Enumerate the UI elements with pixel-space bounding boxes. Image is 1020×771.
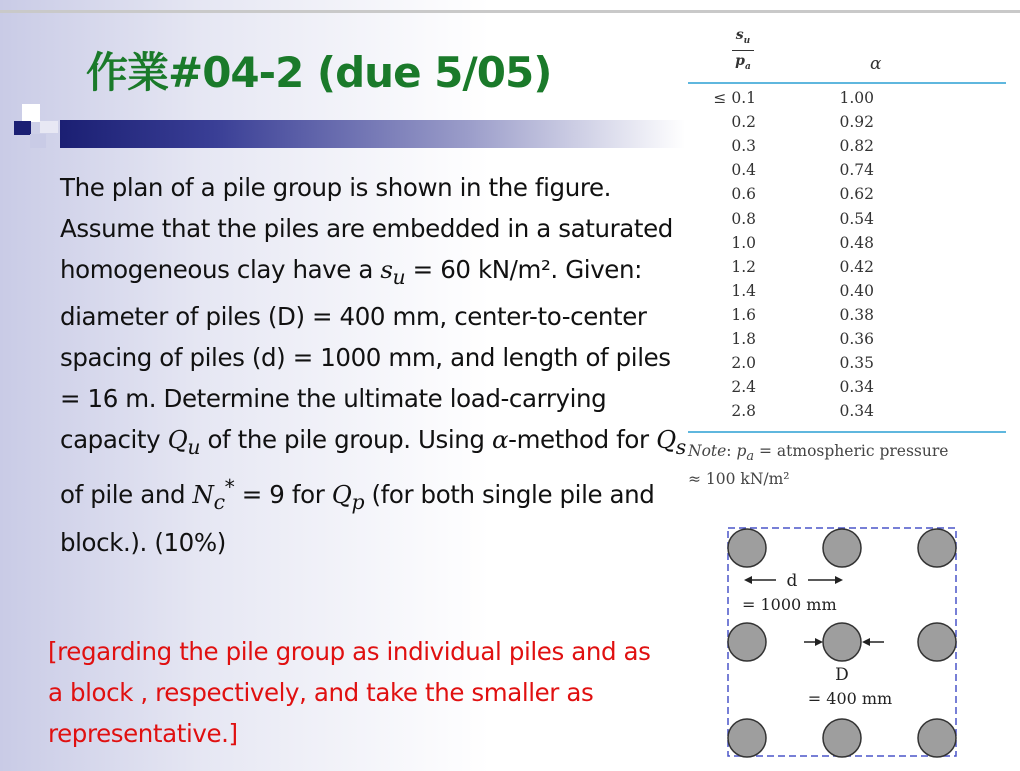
pile-circle <box>728 623 766 661</box>
alpha-cell: 0.82 <box>839 137 874 156</box>
ratio-cell: 1.6 <box>731 305 756 324</box>
table-row <box>686 158 1006 182</box>
ratio-cell: 2.8 <box>731 402 756 421</box>
diameter-arrowhead-right <box>862 638 870 646</box>
pile-circle <box>918 623 956 661</box>
ratio-cell: 0.3 <box>731 137 756 156</box>
spacing-value: = 1000 mm <box>742 595 837 614</box>
table-row <box>686 327 1006 351</box>
decor-square <box>14 121 31 135</box>
ratio-cell: 1.2 <box>731 257 756 276</box>
table-bottom-rule <box>688 431 1006 433</box>
table-row <box>686 182 1006 206</box>
pile-circle <box>823 529 861 567</box>
diameter-label: D <box>835 665 849 685</box>
ratio-cell: 0.6 <box>731 185 756 204</box>
pile-grid <box>728 529 956 757</box>
decor-square <box>22 104 40 122</box>
pile-circle <box>728 529 766 567</box>
red-instruction-note: [regarding the pile group as individual piles and as a block , respectively, and take the smaller as representative.] <box>48 637 651 748</box>
table-header-ratio: $\frac{s_u}{p_a}$ <box>732 26 754 77</box>
table-row <box>686 255 1006 279</box>
table-row <box>686 303 1006 327</box>
ratio-cell: 1.8 <box>731 329 756 348</box>
alpha-cell: 0.54 <box>839 209 874 228</box>
alpha-cell: 0.35 <box>839 354 874 373</box>
alpha-cell: 0.74 <box>839 161 874 180</box>
table-row <box>686 279 1006 303</box>
table-top-rule <box>688 82 1006 84</box>
table-row <box>686 375 1006 399</box>
table-row <box>686 86 1006 110</box>
pile-circle <box>823 719 861 757</box>
pile-circle <box>918 529 956 567</box>
pile-circle <box>728 719 766 757</box>
ratio-cell: 1.0 <box>731 233 756 252</box>
ratio-cell: 0.4 <box>731 161 756 180</box>
alpha-cell: 0.34 <box>839 402 874 421</box>
alpha-cell: 0.42 <box>839 257 874 276</box>
ratio-cell: 0.8 <box>731 209 756 228</box>
spacing-arrowhead-right <box>835 576 843 584</box>
table-row <box>686 399 1006 423</box>
alpha-cell: 1.00 <box>839 89 874 108</box>
pile-group-plan <box>724 522 960 762</box>
diameter-value: = 400 mm <box>807 689 893 708</box>
spacing-arrowhead-left <box>744 576 752 584</box>
ratio-cell: 2.0 <box>731 354 756 373</box>
ratio-cell: 0.2 <box>731 113 756 132</box>
pile-circle <box>823 623 861 661</box>
ratio-cell: ≤ 0.1 <box>713 89 756 108</box>
spacing-label: d <box>786 571 798 591</box>
table-body <box>686 86 1006 423</box>
top-divider-line <box>0 10 1020 13</box>
decor-square <box>40 121 58 133</box>
ratio-cell: 2.4 <box>731 378 756 397</box>
diameter-arrowhead-left <box>815 638 823 646</box>
slide-title: 作業#04-2 (due 5/05) <box>86 48 552 97</box>
table-row <box>686 206 1006 230</box>
alpha-cell: 0.40 <box>839 281 874 300</box>
alpha-cell: 0.48 <box>839 233 874 252</box>
table-row <box>686 351 1006 375</box>
table-row <box>686 134 1006 158</box>
alpha-cell: 0.38 <box>839 305 874 324</box>
alpha-table <box>686 22 1006 492</box>
problem-statement: The plan of a pile group is shown in the figure. Assume that the piles are embedded in a saturated homogeneous clay have a $s_u = 60$ kN/m². Given: diameter of piles (D) = 400 mm, center-to-center spacing of piles (d) = 1000 mm, and length of piles = 16 m. Determine the ultimate load-carrying capacity $Q_u$ of the pile group. Using α-method for $Q_s$ of pile and $N_c^* = 9$ for $Q_p$ (for both single pile and block.). (10%) <box>60 173 686 558</box>
table-note: Note: $p_a$ = atmospheric pressure ≈ 100 kN/m² <box>688 442 949 489</box>
pile-circle <box>918 719 956 757</box>
table-header-alpha: α <box>870 54 882 74</box>
ratio-cell: 1.4 <box>731 281 756 300</box>
table-row <box>686 110 1006 134</box>
decor-square <box>30 134 46 148</box>
table-row <box>686 231 1006 255</box>
alpha-cell: 0.36 <box>839 329 874 348</box>
title-gradient-bar <box>60 120 685 148</box>
alpha-cell: 0.62 <box>839 185 874 204</box>
alpha-cell: 0.34 <box>839 378 874 397</box>
alpha-cell: 0.92 <box>839 113 874 132</box>
